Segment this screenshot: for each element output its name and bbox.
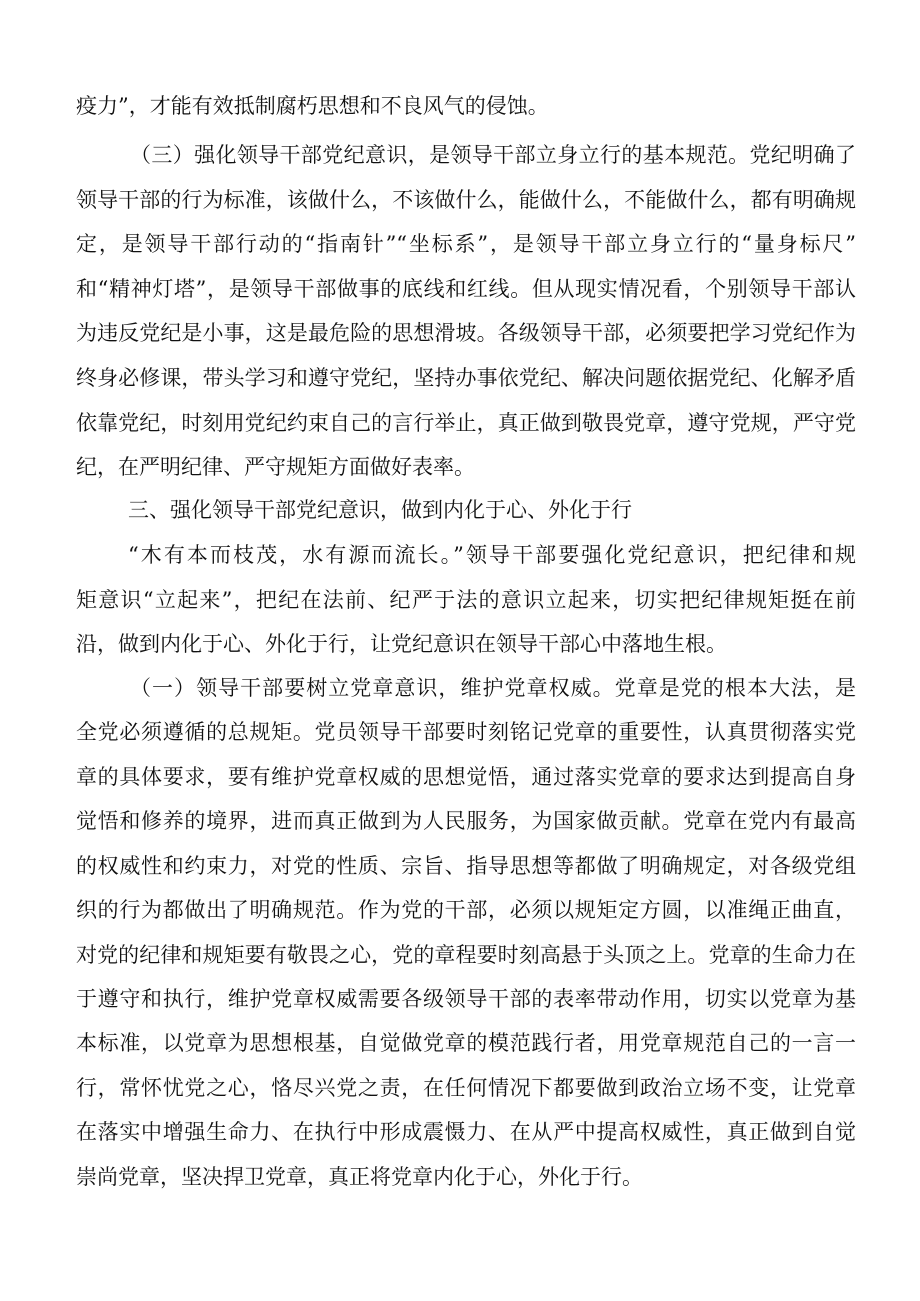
- paragraph-line: 为违反党纪是小事，这是最危险的思想滑坡。各级领导干部，必须要把学习党纪作为: [76, 321, 856, 345]
- paragraph-line: 纪，在严明纪律、严守规矩方面做好表率。: [76, 455, 475, 479]
- paragraph-line: 依靠党纪，时刻用党纪约束自己的言行举止，真正做到敬畏党章，遵守党规，严守党: [76, 411, 856, 435]
- paragraph-line: 疫力”，才能有效抵制腐朽思想和不良风气的侵蚀。: [76, 94, 549, 118]
- paragraph-line: 矩意识“立起来”，把纪在法前、纪严于法的意识立起来，切实把纪律规矩挺在前: [76, 588, 856, 612]
- section-heading: 三、强化领导干部党纪意识，做到内化于心、外化于行: [128, 498, 632, 522]
- paragraph-line: 崇尚党章，坚决捍卫党章，真正将党章内化于心，外化于行。: [76, 1165, 643, 1189]
- paragraph-line: “木有本而枝茂，水有源而流长。”领导干部要强化党纪意识，把纪律和规: [128, 543, 856, 567]
- paragraph-line: 织的行为都做出了明确规范。作为党的干部，必须以规矩定方圆，以准绳正曲直，: [76, 898, 856, 922]
- paragraph-line: 于遵守和执行，维护党章权威需要各级领导干部的表率带动作用，切实以党章为基: [76, 987, 856, 1011]
- paragraph-line: 和“精神灯塔”，是领导干部做事的底线和红线。但从现实情况看，个别领导干部认: [76, 277, 856, 301]
- paragraph-line: 对党的纪律和规矩要有敬畏之心，党的章程要时刻高悬于头顶之上。党章的生命力在: [76, 943, 856, 967]
- paragraph-line: 沿，做到内化于心、外化于行，让党纪意识在领导干部心中落地生根。: [76, 632, 727, 656]
- paragraph-line: 觉悟和修养的境界，进而真正做到为人民服务，为国家做贡献。党章在党内有最高: [76, 809, 856, 833]
- paragraph-line: 行，常怀忧党之心，恪尽兴党之责，在任何情况下都要做到政治立场不变，让党章: [76, 1076, 856, 1100]
- paragraph-line: 的权威性和约束力，对党的性质、宗旨、指导思想等都做了明确规定，对各级党组: [76, 854, 856, 878]
- paragraph-line: 在落实中增强生命力、在执行中形成震慑力、在从严中提高权威性，真正做到自觉: [76, 1120, 856, 1144]
- paragraph-line: 全党必须遵循的总规矩。党员领导干部要时刻铭记党章的重要性，认真贯彻落实党: [76, 720, 856, 744]
- paragraph-line: （三）强化领导干部党纪意识，是领导干部立身立行的基本规范。党纪明确了: [130, 143, 856, 167]
- paragraph-line: 定，是领导干部行动的“指南针”“坐标系”，是领导干部立身立行的“量身标尺”: [76, 232, 856, 256]
- paragraph-line: 本标准，以党章为思想根基，自觉做党章的模范践行者，用党章规范自己的一言一: [76, 1031, 856, 1055]
- paragraph-line: （一）领导干部要树立党章意识，维护党章权威。党章是党的根本大法，是: [130, 676, 856, 700]
- paragraph-line: 章的具体要求，要有维护党章权威的思想觉悟，通过落实党章的要求达到提高自身: [76, 765, 856, 789]
- paragraph-line: 领导干部的行为标准，该做什么，不该做什么，能做什么，不能做什么，都有明确规: [76, 188, 856, 212]
- paragraph-line: 终身必修课，带头学习和遵守党纪，坚持办事依党纪、解决问题依据党纪、化解矛盾: [76, 366, 856, 390]
